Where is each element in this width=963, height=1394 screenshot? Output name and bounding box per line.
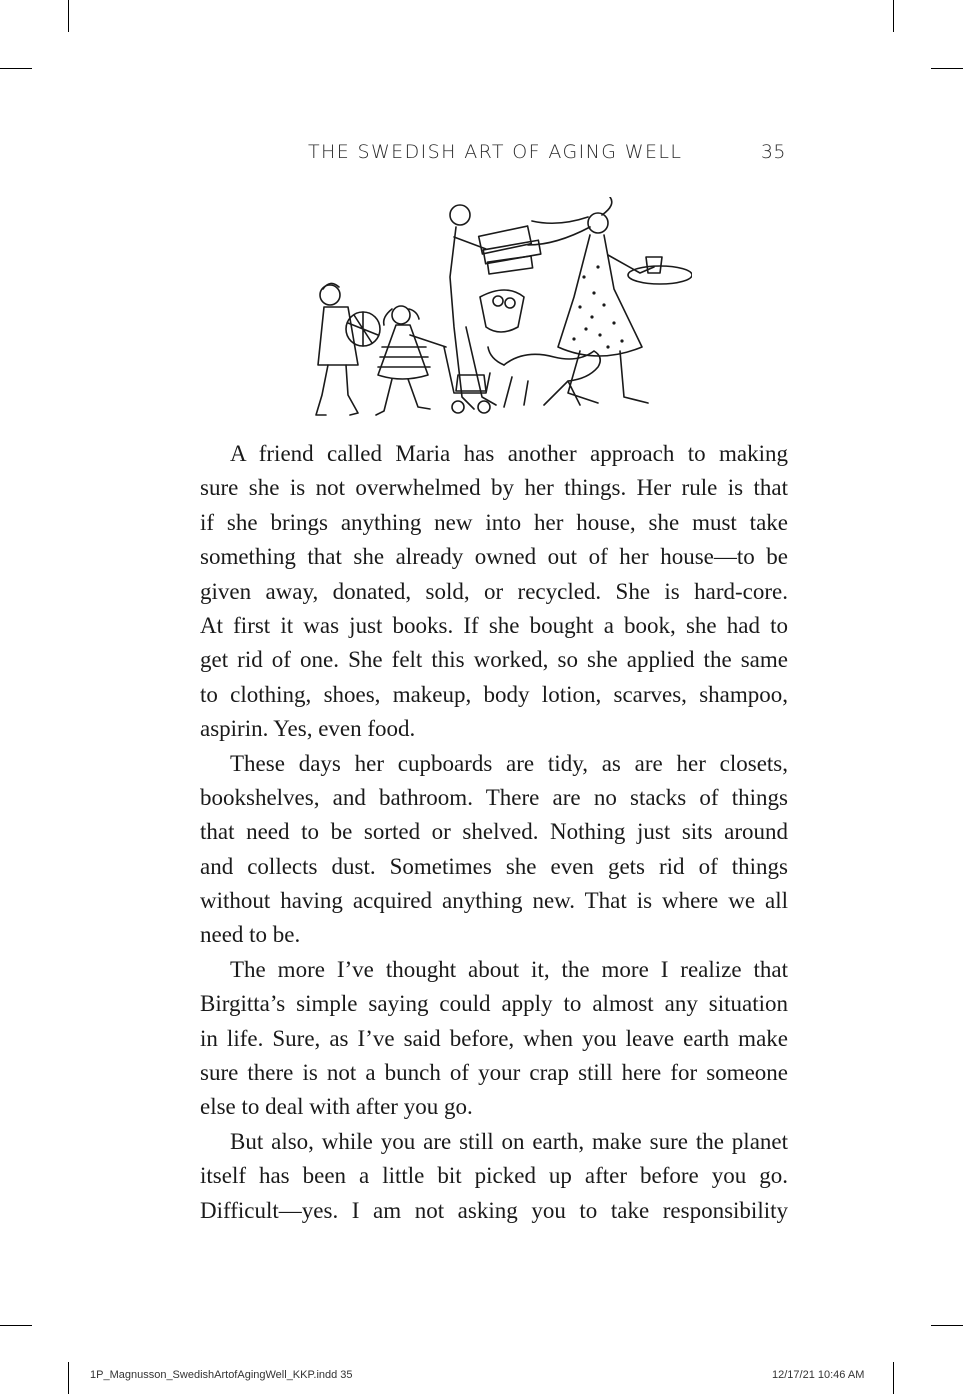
crop-mark-right-upper [931, 68, 963, 69]
text-line: At first it was just books. If she bought a book, she had to [200, 612, 788, 638]
text-line: The more I’ve thought about it, the more I realize that [230, 956, 788, 982]
child-with-ball-figure [316, 283, 380, 415]
text-line: in life. Sure, as I’ve said before, when you leave earth make [200, 1025, 788, 1051]
text-line: itself has been a little bit picked up after before you go. [200, 1163, 788, 1189]
text-line: Birgitta’s simple saying could apply to almost any situation [200, 991, 788, 1017]
crop-mark-right-lower [931, 1325, 963, 1326]
text-line: These days her cupboards are tidy, as are her closets, [230, 750, 788, 776]
text-line: else to deal with after you go. [200, 1094, 473, 1120]
body-text [200, 437, 788, 1228]
text-line: Difficult—yes. I am not asking you to take responsibility [200, 1197, 788, 1223]
running-head-title: THE SWEDISH ART OF AGING WELL [308, 141, 683, 163]
text-line: without having acquired anything new. That is where we all [200, 888, 788, 914]
text-line: aspirin. Yes, even food. [200, 716, 416, 742]
paragraph-3 [200, 953, 788, 1125]
family-carrying-things-illustration [268, 197, 692, 425]
paragraph-2 [200, 747, 788, 953]
crop-mark-bottom-left [68, 1362, 69, 1394]
text-line: and collects dust. Sometimes she even gets rid of things [200, 853, 788, 879]
slug-filename: 1P_Magnusson_SwedishArtofAgingWell_KKP.indd 35 [90, 1369, 353, 1381]
text-line: something that she already owned out of her house—to be [200, 544, 788, 570]
text-line: A friend called Maria has another approach to making [230, 441, 788, 466]
text-line: get rid of one. She felt this worked, so she applied the same [200, 647, 788, 673]
crop-mark-top-left [68, 0, 69, 32]
text-line: bookshelves, and bathroom. There are no stacks of things [200, 784, 788, 810]
text-line: need to be. [200, 922, 301, 948]
crop-mark-top-right [893, 0, 894, 32]
text-line: if she brings anything new into her house, she must take [200, 509, 788, 535]
paragraph-1 [200, 437, 788, 747]
text-line: But also, while you are still on earth, make sure the planet [230, 1128, 788, 1154]
man-with-boxes-figure [450, 205, 541, 409]
crop-mark-left-lower [0, 1325, 32, 1326]
text-line: sure there is not a bunch of your crap still here for someone [200, 1060, 788, 1086]
crop-mark-left-upper [0, 68, 32, 69]
page-number: 35 [760, 141, 786, 163]
running-head [308, 140, 786, 164]
slug-date: 12/17/21 10:46 AM [772, 1369, 865, 1381]
paragraph-4 [200, 1125, 788, 1228]
text-line: sure she is not overwhelmed by her things. Her rule is that [200, 475, 788, 501]
text-line: that need to be sorted or shelved. Nothing just sits around [200, 819, 788, 845]
crop-mark-bottom-right [893, 1362, 894, 1394]
woman-with-tray-figure [528, 197, 692, 403]
text-line: to clothing, shoes, makeup, body lotion, scarves, shampoo, [200, 681, 788, 707]
text-line: given away, donated, sold, or recycled. She is hard-core. [200, 578, 788, 604]
